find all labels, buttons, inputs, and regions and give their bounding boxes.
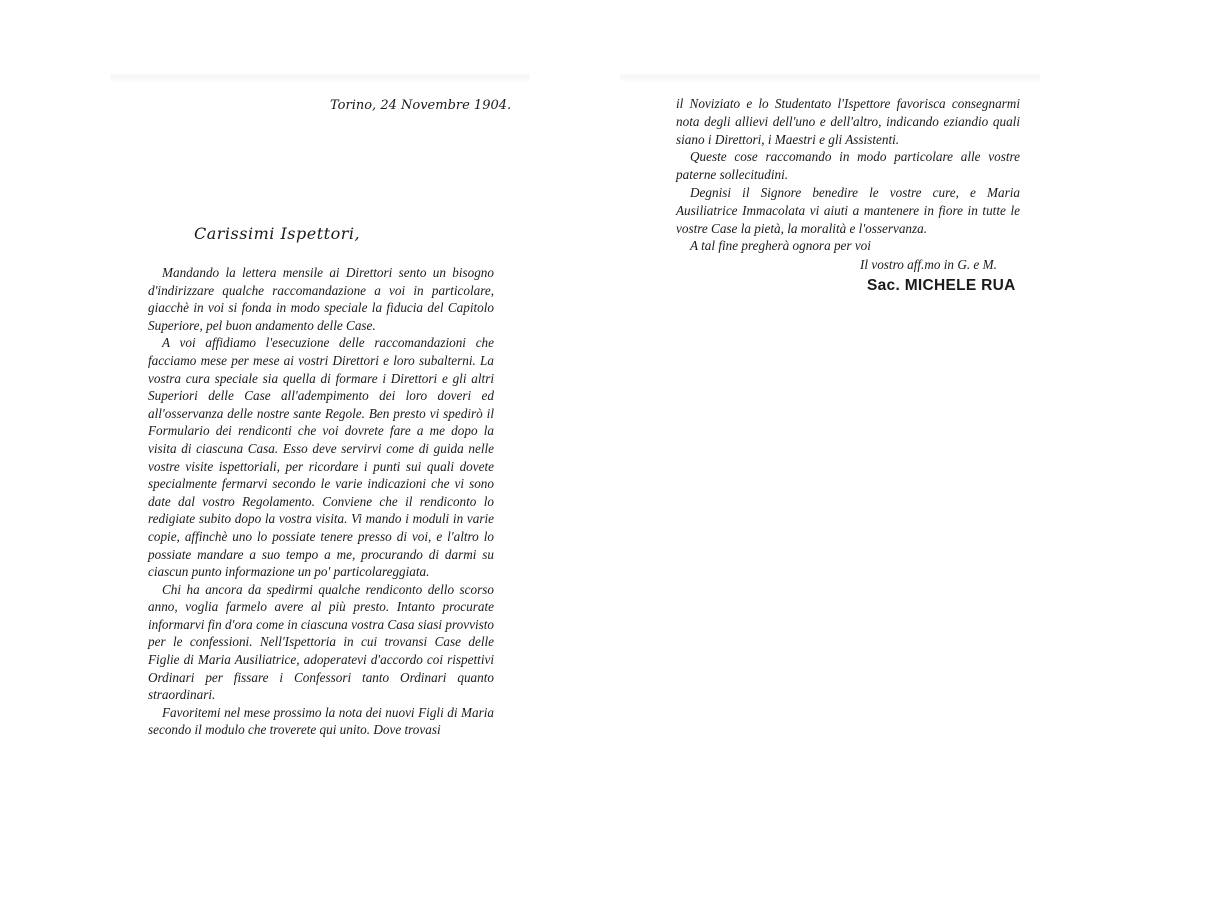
paragraph: Queste cose raccomando in modo particolare alle vostre paterne sollecitudini. <box>676 149 1020 183</box>
closing-line: Il vostro aff.mo in G. e M. <box>860 257 997 272</box>
left-body-text <box>148 264 494 739</box>
right-body-text <box>676 95 1020 255</box>
paragraph: A tal fine pregherà ognora per voi <box>690 238 871 254</box>
signature: Sac. MICHELE RUA <box>867 277 1016 294</box>
salutation: Carissimi Ispettori, <box>194 224 361 243</box>
paragraph: il Noviziato e lo Studentato l'Ispettore favorisca consegnarmi nota degli allievi dell'uno e dell'altro, indicando eziandio quali siano i Direttori, i Maestri e gli Assistenti. <box>676 96 1020 147</box>
paragraph: Favoritemi nel mese prossimo la nota dei nuovi Figli di Maria secondo il modulo che troverete qui unito. Dove trovasi <box>148 704 494 738</box>
scan-shadow <box>110 72 530 82</box>
paragraph: Chi ha ancora da spedirmi qualche rendiconto dello scorso anno, voglia farmelo avere al più presto. Intanto procurate informarvi fin d'ora come in ciascuna vostra Casa siasi provvisto per le confessioni. Nell'Ispettoria in cui trovansi Case delle Figlie di Maria Ausiliatrice, adoperatevi d'accordo coi rispettivi Ordinari per fissare i Confessori tanto Ordinari quanto straordinari. <box>148 581 494 703</box>
paragraph: Mandando la lettera mensile ai Direttori sento un bisogno d'indirizzare qualche raccomandazione a voi in particolare, giacchè in voi si fonda in modo speciale la fiducia del Capitolo Superiore, pel buon andamento delle Case. <box>148 265 494 333</box>
paragraph: Degnisi il Signore benedire le vostre cure, e Maria Ausiliatrice Immacolata vi aiuti a mantenere in fiore in tutte le vostre Case la pietà, la moralità e l'osservanza. <box>676 184 1020 236</box>
letter-date: Torino, 24 Novembre 1904. <box>330 98 512 113</box>
left-page <box>130 0 510 780</box>
paragraph: A voi affidiamo l'esecuzione delle raccomandazioni che facciamo mese per mese ai vostri Direttori e loro subalterni. La vostra cura speciale sia quella di formare i Direttori e gli altri Superiori delle Case all'adempimento dei loro doveri ed all'osservanza delle nostre sante Regole. Ben presto vi spedirò il Formulario dei rendiconti che voi dovrete fare a me dopo la visita di ciascuna Casa. Esso deve servirvi come di guida nelle vostre visite ispettoriali, per ricordare i punti sui quali dovete specialmente fermarvi secondo le varie indicazioni che vi sono date dal vostro Regolamento. Conviene che il rendiconto lo redigiate subito dopo la vostra visita. Vi mando i moduli in varie copie, affinchè uno lo possiate tenere presso di voi, e l'altro lo possiate mandare a suo tempo a me, procurando di darmi su ciascun punto informazione un po' particolareggiata. <box>148 335 494 580</box>
right-page <box>660 0 1040 330</box>
scan-shadow <box>620 72 1040 82</box>
